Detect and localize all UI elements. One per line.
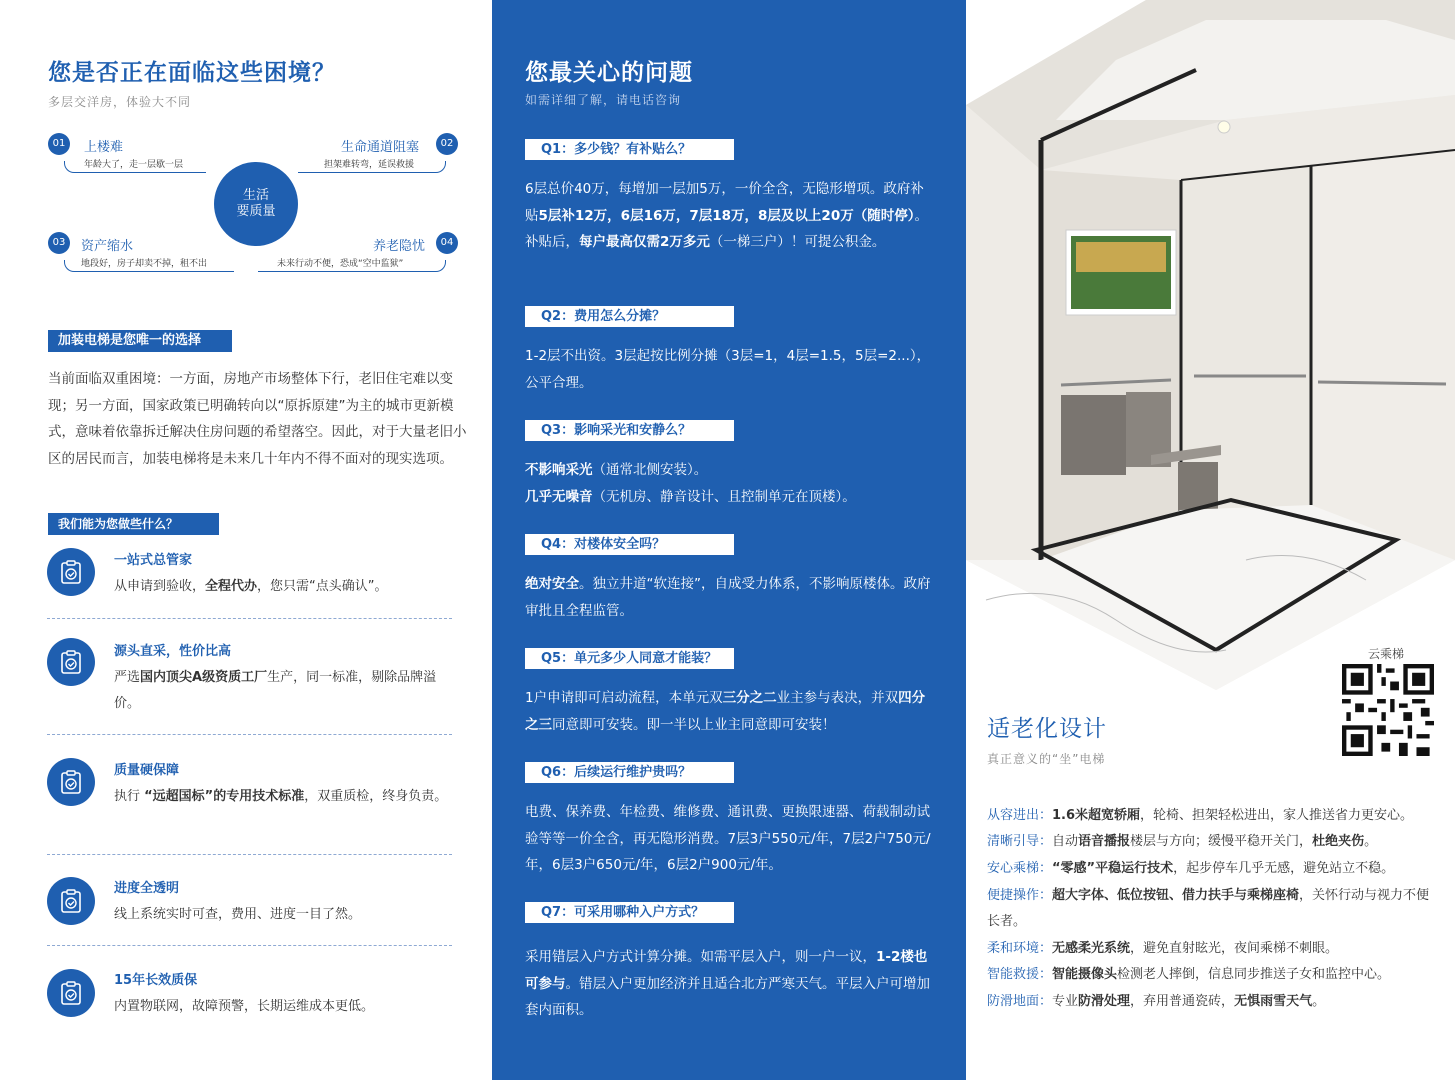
clipboard-check-icon (47, 548, 95, 596)
feature-item: 柔和环境：无感柔光系统，避免直射眩光，夜间乘梯不刺眼。 (987, 941, 1339, 956)
service-title: 15年长效质保 (114, 973, 198, 988)
question-tag: Q6：后续运行维护贵吗？ (525, 762, 734, 783)
left-subtitle: 多层交洋房，体验大不同 (48, 95, 192, 109)
clipboard-check-icon (47, 969, 95, 1017)
qr-code[interactable] (1342, 664, 1434, 756)
faq-title: 您最关心的问题 (525, 60, 693, 86)
answer-text: 1户申请即可启动流程，本单元双三分之二业主参与表决，并双四分之三同意即可安装。即一半以上业主同意即可安装！ (525, 690, 926, 733)
answer-text: 1-2层不出资。3层起按比例分摊（3层=1，4层=1.5，5层=2...），公平合理。 (525, 348, 931, 391)
elevator-interior-image (966, 0, 1455, 690)
clipboard-check-icon (47, 877, 95, 925)
divider (47, 734, 452, 735)
answer-text: 6层总价40万，每增加一层加5万，一价全含，无隐形增项。政府补贴5层补12万，6层16万，7层18万，8层及以上20万（随时停）。补贴后，每户最高仅需2万多元（一梯三户）！可提公积金。 (525, 181, 928, 251)
qr-label: 云乘梯 (1368, 647, 1405, 661)
point-title: 资产缩水 (81, 239, 134, 254)
connector-line (258, 260, 446, 272)
right-panel (966, 0, 1455, 1080)
service-title: 质量硬保障 (114, 763, 180, 778)
point-title: 生命通道阻塞 (341, 140, 420, 155)
question-tag: Q1：多少钱？有补贴么？ (525, 139, 734, 160)
center-text-line2: 要质量 (236, 204, 276, 219)
divider (47, 618, 452, 619)
question-tag: Q3：影响采光和安静么？ (525, 420, 734, 441)
faq-panel (492, 0, 966, 1080)
question-tag: Q5：单元多少人同意才能装？ (525, 648, 734, 669)
design-subtitle: 真正意义的“坐”电梯 (987, 752, 1106, 766)
point-title: 上楼难 (84, 140, 124, 155)
service-desc: 从申请到验收，全程代办，您只需“点头确认”。 (114, 579, 388, 594)
feature-item: 安心乘梯：“零感”平稳运行技术，起步停车几乎无感，避免站立不稳。 (987, 861, 1395, 876)
left-title: 您是否正在面临这些困境？ (48, 60, 336, 86)
connector-line (298, 161, 446, 173)
point-title: 养老隐忧 (373, 239, 426, 254)
left-panel (0, 0, 492, 1080)
answer-text: 采用错层入户方式计算分摊。如需平层入户，则一户一议，1-2楼也可参与。错层入户更加经济并且适合北方严寒天气。平层入户可增加套内面积。 (525, 949, 930, 1019)
point-number: 04 (436, 232, 458, 254)
service-desc: 严选国内顶尖A级资质工厂生产，同一标准，剔除品牌溢价。 (114, 670, 437, 711)
intro-paragraph: 当前面临双重困境：一方面，房地产市场整体下行，老旧住宅难以变现；另一方面，国家政策已明确转向以“原拆原建”为主的城市更新模式，意味着依靠拆迁解决住房问题的希望落空。因此，对于大量老旧小区的居民而言，加装电梯将是未来几十年内不得不面对的现实选项。 (48, 371, 467, 468)
feature-item: 便捷操作：超大字体、低位按钮、借力扶手与乘梯座椅，关怀行动与视力不便长者。 (987, 888, 1430, 930)
feature-item: 智能救援：智能摄像头检测老人摔倒，信息同步推送子女和监控中心。 (987, 967, 1391, 982)
service-title: 源头直采，性价比高 (114, 644, 232, 659)
service-desc: 线上系统实时可查，费用、进度一目了然。 (114, 907, 362, 922)
point-desc: 地段好，房子却卖不掉，租不出 (81, 259, 208, 269)
feature-item: 清晰引导：自动语音播报楼层与方向；缓慢平稳开关门，杜绝夹伤。 (987, 834, 1378, 849)
section-tag-choice: 加装电梯是您唯一的选择 (48, 330, 232, 352)
design-title: 适老化设计 (987, 716, 1107, 742)
section-tag-services: 我们能为您做些什么？ (48, 513, 219, 535)
point-desc: 担架难转弯，延误救援 (324, 160, 415, 170)
point-number: 02 (436, 133, 458, 155)
point-desc: 年龄大了，走一层歇一层 (84, 160, 184, 170)
service-desc: 执行 “远超国标”的专用技术标准，双重质检，终身负责。 (114, 789, 448, 804)
center-text-line1: 生活 (242, 188, 269, 203)
feature-item: 从容进出：1.6米超宽轿厢，轮椅、担架轻松进出，家人推送省力更安心。 (987, 808, 1414, 823)
faq-subtitle: 如需详细了解，请电话咨询 (525, 93, 682, 107)
service-title: 进度全透明 (114, 881, 180, 896)
question-tag: Q7：可采用哪种入户方式？ (525, 902, 734, 923)
answer-text: 不影响采光（通常北侧安装）。 几乎无噪音（无机房、静音设计、且控制单元在顶楼）。 (525, 462, 856, 505)
service-desc: 内置物联网，故障预警，长期运维成本更低。 (114, 999, 375, 1014)
clipboard-check-icon (47, 758, 95, 806)
question-tag: Q2：费用怎么分摊？ (525, 306, 734, 327)
answer-text: 绝对安全。独立井道“软连接”，自成受力体系，不影响原楼体。政府审批且全程监管。 (525, 576, 931, 619)
answer-text: 电费、保养费、年检费、维修费、通讯费、更换限速器、荷载制动试验等等一价全含，再无隐形消费。7层3户550元/年，7层2户750元/年，6层3户650元/年，6层2户900元/年。 (525, 804, 931, 874)
feature-item: 防滑地面：专业防滑处理，弃用普通瓷砖，无惧雨雪天气。 (987, 994, 1326, 1009)
divider (47, 945, 452, 946)
connector-line (64, 260, 234, 272)
point-desc: 未来行动不便，恐成“空中监狱” (277, 259, 404, 269)
point-number: 03 (48, 232, 70, 254)
divider (47, 854, 452, 855)
connector-line (64, 161, 206, 173)
center-circle (214, 162, 298, 246)
question-tag: Q4：对楼体安全吗？ (525, 534, 734, 555)
service-title: 一站式总管家 (114, 553, 193, 568)
point-number: 01 (48, 133, 70, 155)
clipboard-check-icon (47, 638, 95, 686)
